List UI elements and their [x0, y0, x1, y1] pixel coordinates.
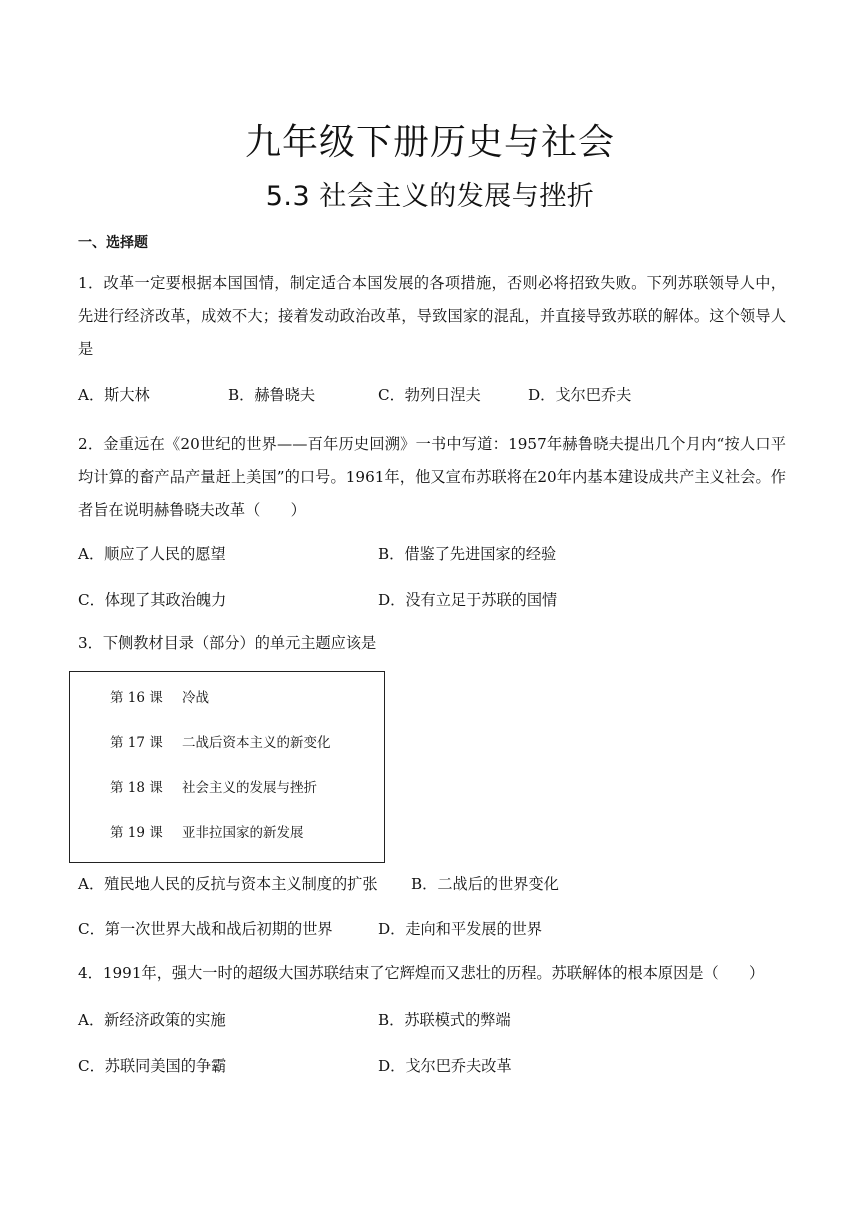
q1-option-b: B．赫鲁晓夫: [228, 386, 316, 404]
q3-option-b: B．二战后的世界变化: [411, 875, 559, 893]
toc-topic: 社会主义的发展与挫折: [182, 780, 317, 796]
toc-row: [110, 686, 209, 706]
toc-lesson: 第 18 课: [110, 780, 163, 796]
toc-topic: 二战后资本主义的新变化: [182, 735, 331, 751]
q1-option-c: C．勃列日涅夫: [378, 386, 481, 404]
q1-option-a: A．斯大林: [78, 386, 150, 404]
q3-option-d: D．走向和平发展的世界: [378, 920, 543, 938]
question-4-stem: 4．1991年，强大一时的超级大国苏联结束了它辉煌而又悲壮的历程。苏联解体的根本原因是（ ）: [78, 964, 765, 982]
question-2-stem: 2．金重远在《20世纪的世界——百年历史回溯》一书中写道：1957年赫鲁晓夫提出几个月内“按人口平均计算的畜产品产量赶上美国”的口号。1961年，他又宣布苏联将在20年内基本建设成共产主义社会。作者旨在说明赫鲁晓夫改革（ ）: [78, 435, 786, 519]
question-3-stem: 3．下侧教材目录（部分）的单元主题应该是: [78, 634, 377, 652]
toc-row: [110, 731, 331, 751]
q1-option-d: D．戈尔巴乔夫: [528, 386, 632, 404]
page-title: 九年级下册历史与社会: [244, 122, 615, 163]
q3-option-c: C．第一次世界大战和战后初期的世界: [78, 920, 333, 938]
q4-option-d: D．戈尔巴乔夫改革: [378, 1057, 512, 1075]
toc-row: [110, 821, 304, 841]
page-subtitle: 5.3 社会主义的发展与挫折: [265, 181, 595, 212]
toc-lesson: 第 17 课: [110, 735, 163, 751]
section-heading: 一、选择题: [78, 235, 148, 251]
toc-topic: 亚非拉国家的新发展: [182, 825, 304, 841]
q4-option-a: A．新经济政策的实施: [78, 1011, 226, 1029]
q3-option-a: A．殖民地人民的反抗与资本主义制度的扩张: [78, 875, 378, 893]
q4-option-c: C．苏联同美国的争霸: [78, 1057, 227, 1075]
textbook-toc-box: [69, 671, 385, 863]
q2-option-d: D．没有立足于苏联的国情: [378, 591, 558, 609]
q2-option-c: C．体现了其政治魄力: [78, 591, 227, 609]
q2-option-a: A．顺应了人民的愿望: [78, 545, 226, 563]
toc-lesson: 第 19 课: [110, 825, 163, 841]
q4-option-b: B．苏联模式的弊端: [378, 1011, 511, 1029]
q2-option-b: B．借鉴了先进国家的经验: [378, 545, 557, 563]
toc-topic: 冷战: [182, 690, 209, 706]
toc-row: [110, 776, 317, 796]
toc-lesson: 第 16 课: [110, 690, 163, 706]
question-1-stem: 1．改革一定要根据本国国情，制定适合本国发展的各项措施，否则必将招致失败。下列苏联领导人中，先进行经济改革，成效不大；接着发动政治改革，导致国家的混乱，并直接导致苏联的解体。这个领导人是: [78, 274, 786, 358]
